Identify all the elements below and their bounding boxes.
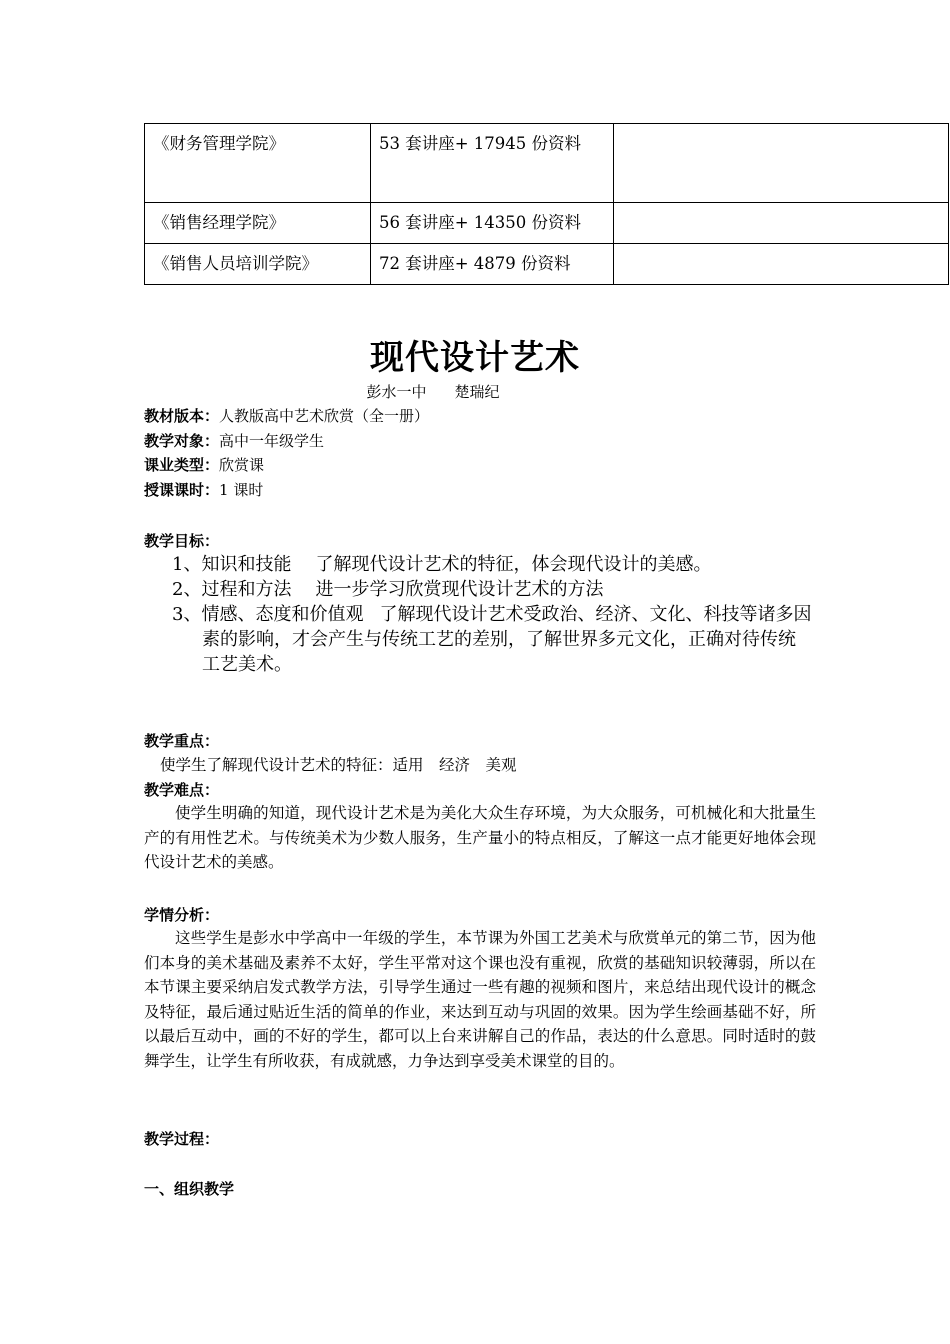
meta-textbook <box>144 404 429 428</box>
list-item <box>172 602 812 677</box>
empty-cell <box>614 124 949 203</box>
course-name-cell: 《销售人员培训学院》 <box>145 244 371 285</box>
meta-label: 教学对象： <box>144 432 220 450</box>
meta-type <box>144 453 264 477</box>
meta-value: 人教版高中艺术欣赏（全一册） <box>219 407 430 425</box>
focus-text: 使学生了解现代设计艺术的特征：适用 经济 美观 <box>160 756 517 774</box>
course-content-cell: 72 套讲座+ 4879 份资料 <box>371 244 614 285</box>
table-row <box>145 244 949 285</box>
meta-audience <box>144 429 324 453</box>
school-name: 彭水一中 <box>366 383 427 401</box>
list-item <box>172 552 812 577</box>
goal-text: 进一步学习欣赏现代设计艺术的方法 <box>315 579 604 600</box>
meta-hours <box>144 478 263 502</box>
goal-number: 3、 <box>172 604 202 625</box>
page-title: 现代设计艺术 <box>370 338 580 378</box>
focus-heading: 教学重点： <box>144 732 220 750</box>
section-heading: 一、组织教学 <box>144 1180 235 1198</box>
author-line <box>0 381 866 402</box>
course-name-cell: 《财务管理学院》 <box>145 124 371 203</box>
goal-label: 知识和技能 <box>201 554 292 575</box>
meta-label: 课业类型： <box>144 456 220 474</box>
course-content-cell: 56 套讲座+ 14350 份资料 <box>371 203 614 244</box>
meta-value: 欣赏课 <box>219 456 265 474</box>
teacher-name: 楚瑞纪 <box>454 383 500 401</box>
table-row <box>145 203 949 244</box>
meta-value: 1 课时 <box>219 481 264 499</box>
goal-number: 1、 <box>172 554 202 575</box>
meta-label: 教材版本： <box>144 407 220 425</box>
list-item <box>172 577 812 602</box>
goal-label: 情感、态度和价值观 <box>201 604 364 625</box>
meta-label: 授课课时： <box>144 481 220 499</box>
process-heading: 教学过程： <box>144 1130 220 1148</box>
difficulty-heading: 教学难点： <box>144 781 220 799</box>
analysis-heading: 学情分析： <box>144 906 220 924</box>
course-content-cell: 53 套讲座+ 17945 份资料 <box>371 124 614 203</box>
analysis-text: 这些学生是彭水中学高中一年级的学生，本节课为外国工艺美术与欣赏单元的第二节，因为他们本身的美术基础及素养不太好，学生平常对这个课也没有重视，欣赏的基础知识较薄弱，所以在本节课主要采纳启发式教学方法，引导学生通过一些有趣的视频和图片，来总结出现代设计的概念及特征，最后通过贴近生活的简单的作业，来达到互动与巩固的效果。因为学生绘画基础不好，所以最后互动中，画的不好的学生，都可以上台来讲解自己的作品，表达的什么意思。同时适时的鼓舞学生，让学生有所收获，有成就感，力争达到享受美术课堂的目的。 <box>144 929 816 1070</box>
resource-table <box>144 123 949 285</box>
goals-list <box>172 552 812 677</box>
empty-cell <box>614 203 949 244</box>
goal-text: 了解现代设计艺术的特征，体会现代设计的美感。 <box>315 554 712 575</box>
meta-value: 高中一年级学生 <box>219 432 325 450</box>
goal-text: 了解现代设计艺术受政治、经济、文化、科技等诸多因素的影响，才会产生与传统工艺的差别，了解世界多元文化，正确对待传统工艺美术。 <box>202 604 812 675</box>
course-name-cell: 《销售经理学院》 <box>145 203 371 244</box>
empty-cell <box>614 244 949 285</box>
goals-heading: 教学目标： <box>144 532 220 550</box>
goal-number: 2、 <box>172 579 202 600</box>
difficulty-text: 使学生明确的知道，现代设计艺术是为美化大众生存环境，为大众服务，可机械化和大批量生产的有用性艺术。与传统美术为少数人服务，生产量小的特点相反，了解这一点才能更好地体会现代设计艺术的美感。 <box>144 804 816 871</box>
goal-label: 过程和方法 <box>201 579 292 600</box>
table-row <box>145 124 949 203</box>
